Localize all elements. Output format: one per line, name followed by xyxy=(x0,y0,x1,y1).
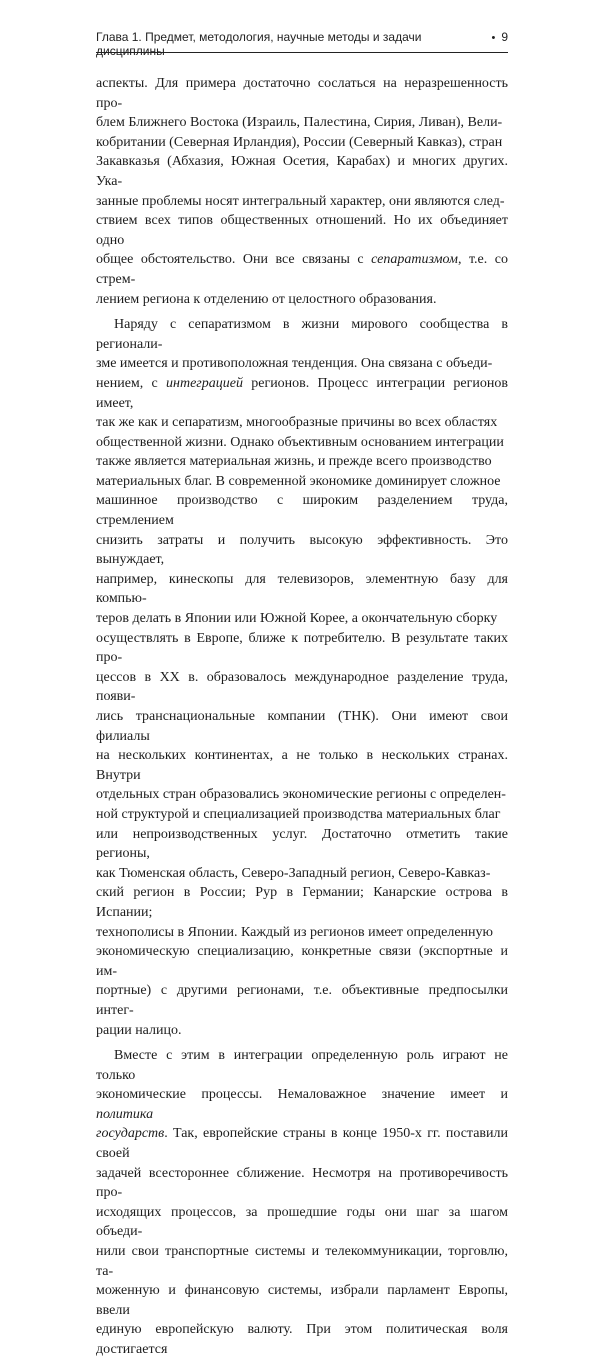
text-run: лением региона к отделению от целостного образования. xyxy=(96,291,437,307)
text-line xyxy=(96,1281,508,1320)
page-number: 9 xyxy=(501,30,508,44)
text-run: аспекты. Для примера достаточно сослаться на неразрешенность про- xyxy=(96,76,508,111)
text-line xyxy=(96,1085,508,1124)
text-run: портные) с другими регионами, т.е. объективные предпосылки интег- xyxy=(96,983,508,1018)
text-run: Наряду с сепаратизмом в жизни мирового сообщества в регионали- xyxy=(96,317,508,352)
text-run: лись транснациональные компании (ТНК). Они имеют свои филиалы xyxy=(96,709,508,744)
text-line xyxy=(96,192,508,212)
text-run: материальных благ. В современной экономике доминирует сложное xyxy=(96,473,501,489)
text-run: технополисы в Японии. Каждый из регионов имеет определенную xyxy=(96,924,493,940)
text-run: цессов в XX в. образовалось международное разделение труда, появи- xyxy=(96,669,508,705)
text-run: так же как и сепаратизм, многообразные причины во всех областях xyxy=(96,415,498,431)
text-line xyxy=(96,374,508,413)
text-run: нили свои транспортные системы и телекоммуникации, торговлю, та- xyxy=(96,1244,508,1279)
text-run: или непроизводственных услуг. Достаточно отметить такие регионы, xyxy=(96,826,508,862)
text-line xyxy=(96,472,508,492)
text-run: рации налицо. xyxy=(96,1022,182,1038)
emphasized-term: государств xyxy=(96,1126,165,1142)
text-line xyxy=(96,290,508,310)
text-line xyxy=(96,113,508,133)
text-line xyxy=(96,1164,508,1203)
text-run: моженную и финансовую системы, избрали парламент Европы, ввели xyxy=(96,1283,508,1318)
text-run: , т.е. со стрем- xyxy=(96,252,508,287)
text-run: регионов. Процесс интеграции регионов имеет, xyxy=(96,375,508,411)
text-run: нением, с xyxy=(96,375,167,391)
chapter-title: Глава 1. Предмет, методология, научные методы и задачи дисциплины xyxy=(96,30,422,58)
text-line xyxy=(96,531,508,570)
paragraph xyxy=(96,74,508,309)
text-line xyxy=(96,413,508,433)
text-line xyxy=(96,923,508,943)
text-run: как Тюменская область, Северо-Западный регион, Северо-Кавказ- xyxy=(96,865,491,881)
text-line xyxy=(96,785,508,805)
text-line xyxy=(96,315,508,354)
text-line xyxy=(96,211,508,250)
emphasized-term: сепаратизмом xyxy=(371,252,458,268)
text-line xyxy=(96,864,508,884)
text-run: теров делать в Японии или Южной Корее, а окончательную сборку xyxy=(96,611,498,627)
text-run: также является материальная жизнь, и прежде всего производство xyxy=(96,454,492,470)
text-line xyxy=(96,152,508,191)
text-line xyxy=(96,707,508,746)
text-run: Закавказья (Абхазия, Южная Осетия, Карабах) и многих других. Ука- xyxy=(96,154,508,189)
text-run: Вместе с этим в интеграции определенную роль играют не только xyxy=(96,1048,508,1083)
body-text xyxy=(96,74,508,1366)
text-line xyxy=(96,746,508,785)
bullet-separator: • xyxy=(491,32,496,44)
text-line xyxy=(96,1242,508,1281)
header-rule xyxy=(96,52,508,53)
text-run: ствием всех типов общественных отношений. Но их объединяет одно xyxy=(96,213,508,248)
text-run: экономические процессы. Немаловажное значение имеет и xyxy=(96,1087,508,1103)
text-line xyxy=(96,491,508,530)
text-run: зме имеется и противоположная тенденция. Она связана с объеди- xyxy=(96,356,493,372)
text-run: единую европейскую валюту. При этом политическая воля достигается xyxy=(96,1322,508,1357)
text-run: ский регион в России; Рур в Германии; Канарские острова в Испании; xyxy=(96,885,508,920)
text-line xyxy=(96,825,508,864)
text-line xyxy=(96,805,508,825)
text-run: кобритании (Северная Ирландия), России (Северный Кавказ), стран xyxy=(96,134,503,150)
text-run: экономическую специализацию, конкретные связи (экспортные и им- xyxy=(96,944,508,979)
text-run: . Так, европейские страны в конце 1950-х гг. поставили своей xyxy=(96,1126,508,1162)
text-line xyxy=(96,452,508,472)
text-line xyxy=(96,74,508,113)
text-line xyxy=(96,981,508,1020)
text-run: общественной жизни. Однако объективным основанием интеграции xyxy=(96,434,504,450)
text-line xyxy=(96,668,508,707)
text-run: исходящих процессов, за прошедшие годы они шаг за шагом объеди- xyxy=(96,1204,508,1240)
text-run: общее обстоятельство. Они все связаны с xyxy=(96,252,372,268)
text-line xyxy=(96,133,508,153)
text-line xyxy=(96,1124,508,1163)
text-run: машинное производство с широким разделением труда, стремлением xyxy=(96,493,508,529)
emphasized-term: политика xyxy=(96,1106,154,1122)
text-line xyxy=(96,1203,508,1242)
text-line xyxy=(96,883,508,922)
text-line xyxy=(96,354,508,374)
text-line xyxy=(96,1046,508,1085)
text-line xyxy=(96,1320,508,1359)
text-run: отдельных стран образовались экономические регионы с определен- xyxy=(96,787,506,803)
text-run: блем Ближнего Востока (Израиль, Палестина, Сирия, Ливан), Вели- xyxy=(96,115,503,131)
text-run: снизить затраты и получить высокую эффективность. Это вынуждает, xyxy=(96,532,508,568)
text-run: на нескольких континентах, а не только в нескольких странах. Внутри xyxy=(96,748,508,783)
paragraph xyxy=(96,315,508,1040)
text-run: осуществлять в Европе, ближе к потребителю. В результате таких про- xyxy=(96,630,508,666)
text-line xyxy=(96,570,508,609)
text-run: например, кинескопы для телевизоров, элементную базу для компью- xyxy=(96,571,508,607)
emphasized-term: интеграцией xyxy=(166,375,243,391)
text-line xyxy=(96,250,508,289)
text-run: занные проблемы носят интегральный характер, они являются след- xyxy=(96,193,505,209)
text-run: задачей всестороннее сближение. Несмотря на противоречивость про- xyxy=(96,1165,508,1201)
paragraph xyxy=(96,1046,508,1360)
text-line xyxy=(96,433,508,453)
text-run: ной структурой и специализацией производства материальных благ xyxy=(96,806,501,822)
text-line xyxy=(96,1021,508,1041)
text-line xyxy=(96,942,508,981)
text-line xyxy=(96,629,508,668)
text-line xyxy=(96,609,508,629)
running-header xyxy=(96,30,508,58)
